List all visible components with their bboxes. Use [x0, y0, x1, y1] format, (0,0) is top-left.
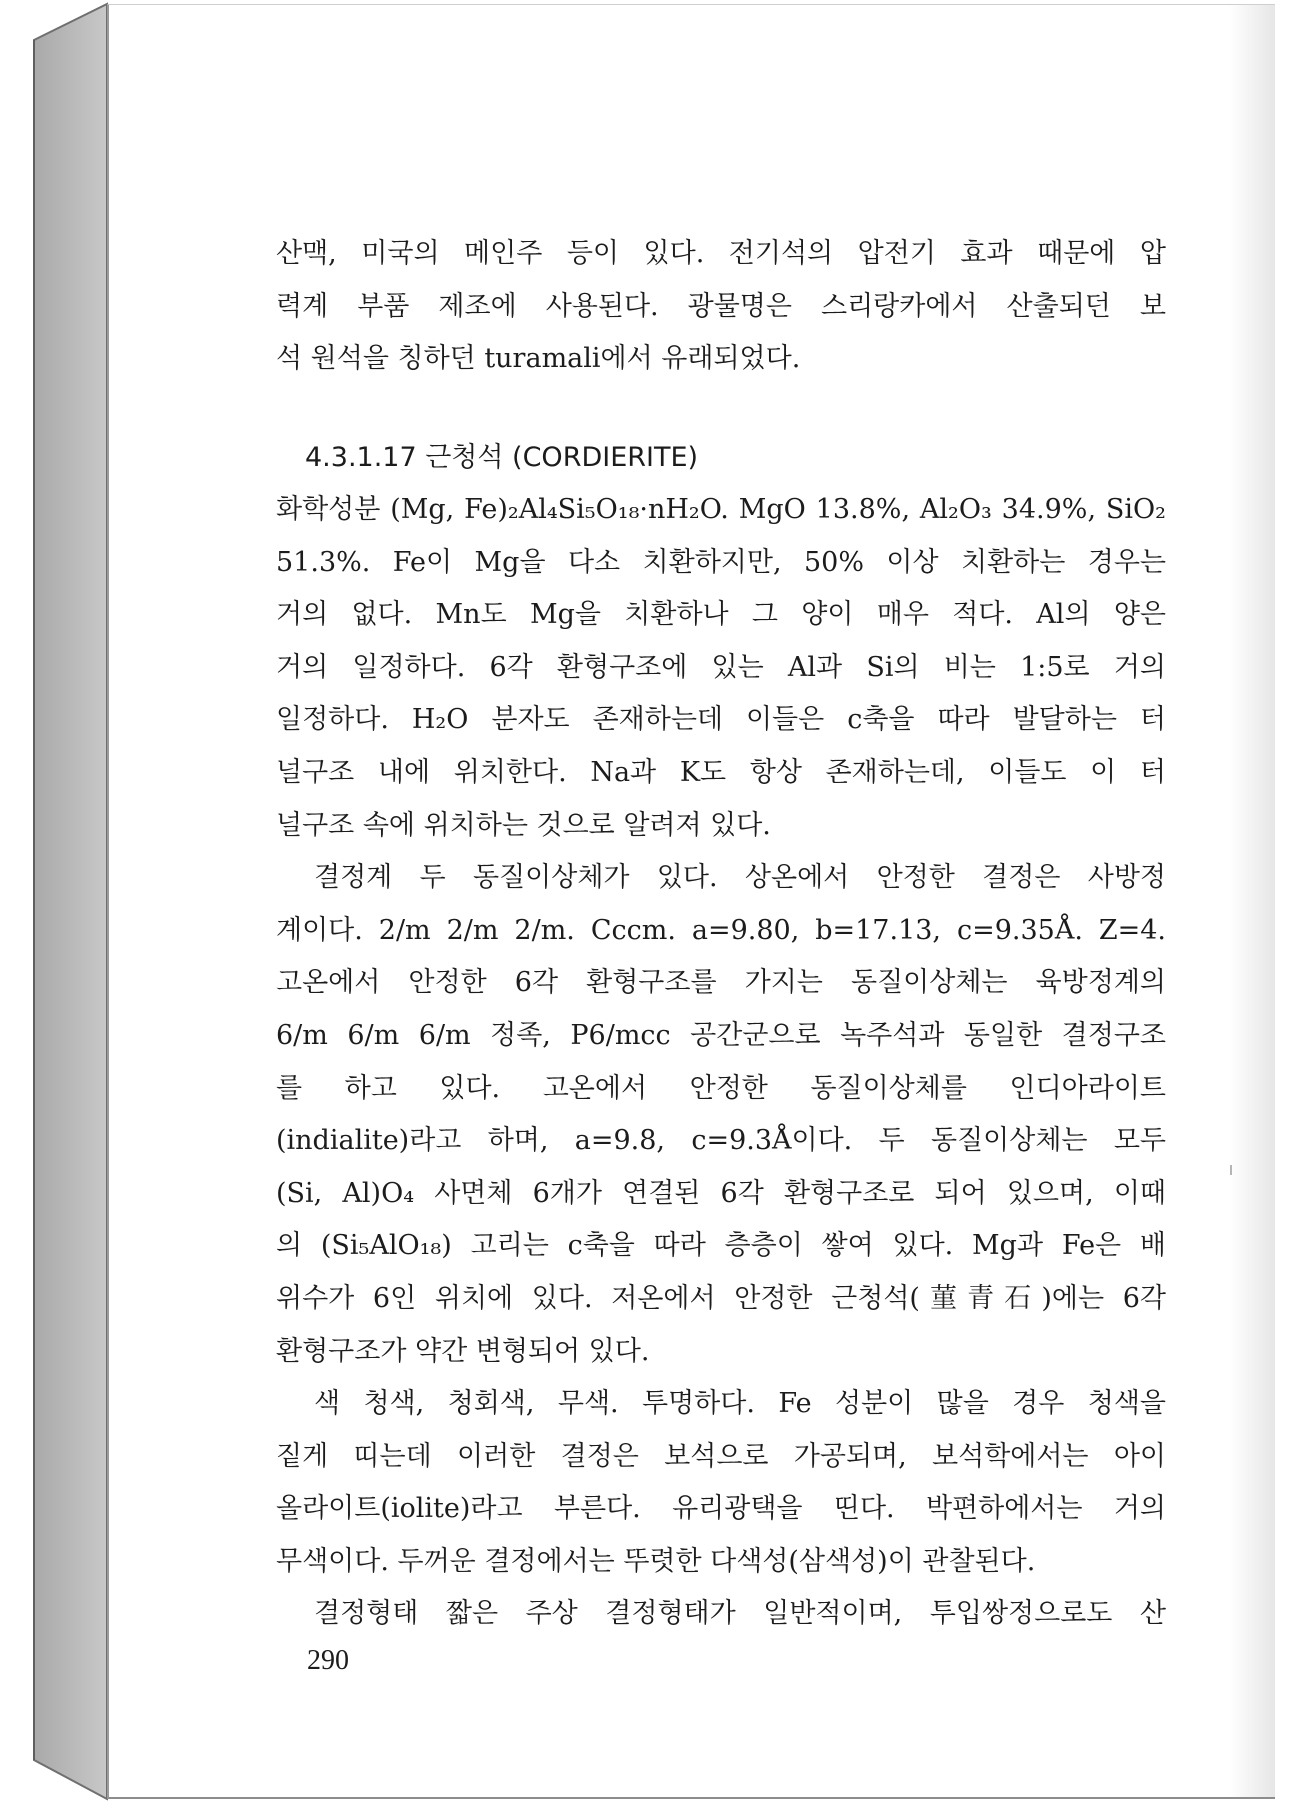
text-line: (indialite)라고 하며, a=9.8, c=9.3Å이다. 두 동질이상체는 모두: [276, 1125, 1166, 1157]
text-line: 일정하다. H₂O 분자도 존재하는데 이들은 c축을 따라 발달하는 터: [276, 704, 1166, 736]
text-line: 결정계 두 동질이상체가 있다. 상온에서 안정한 결정은 사방정: [314, 862, 1166, 894]
page-shadow: [1229, 5, 1275, 1797]
text-line: 거의 없다. Mn도 Mg을 치환하나 그 양이 매우 적다. Al의 양은: [276, 599, 1166, 631]
text-line: 무색이다. 두꺼운 결정에서는 뚜렷한 다색성(삼색성)이 관찰된다.: [276, 1545, 1036, 1577]
text-line: 6/m 6/m 6/m 정족, P6/mcc 공간군으로 녹주석과 동일한 결정구조: [276, 1019, 1166, 1051]
section-body: [276, 484, 1166, 1641]
section-heading: 4.3.1.17 근청석 (CORDIERITE): [305, 442, 699, 473]
text-line: 널구조 속에 위치하는 것으로 알려져 있다.: [276, 809, 771, 841]
text-line: 환형구조가 약간 변형되어 있다.: [276, 1335, 650, 1367]
text-line: 를 하고 있다. 고온에서 안정한 동질이상체를 인디아라이트: [276, 1072, 1166, 1104]
text-line: 력계 부품 제조에 사용된다. 광물명은 스리랑카에서 산출되던 보: [276, 290, 1166, 322]
paragraph-top: [276, 228, 1166, 386]
text-line: 51.3%. Fe이 Mg을 다소 치환하지만, 50% 이상 치환하는 경우는: [276, 546, 1166, 578]
text-line: 올라이트(iolite)라고 부른다. 유리광택을 띤다. 박편하에서는 거의: [276, 1493, 1166, 1525]
text-line: 고온에서 안정한 6각 환형구조를 가지는 동질이상체는 육방정계의: [276, 967, 1166, 999]
page-number: 290: [307, 1645, 349, 1676]
text-line: 석 원석을 칭하던 turamali에서 유래되었다.: [276, 343, 801, 375]
text-line: 계이다. 2/m 2/m 2/m. Cccm. a=9.80, b=17.13, c=9.35Å. Z=4.: [276, 914, 1166, 946]
text-line: 산맥, 미국의 메인주 등이 있다. 전기석의 압전기 효과 때문에 압: [276, 238, 1166, 269]
page-mark: [1230, 1165, 1232, 1175]
text-line: 널구조 내에 위치한다. Na과 K도 항상 존재하는데, 이들도 이 터: [276, 756, 1166, 788]
text-line: 색 청색, 청회색, 무색. 투명하다. Fe 성분이 많을 경우 청색을: [314, 1388, 1166, 1420]
text-line: 의 (Si₅AlO₁₈) 고리는 c축을 따라 층층이 쌓여 있다. Mg과 Fe은 배: [276, 1230, 1166, 1262]
text-line: (Si, Al)O₄ 사면체 6개가 연결된 6각 환형구조로 되어 있으며, 이때: [276, 1177, 1166, 1209]
text-line: 화학성분 (Mg, Fe)₂Al₄Si₅O₁₈·nH₂O. MgO 13.8%, Al₂O₃ 34.9%, SiO₂: [276, 494, 1166, 525]
text-line: 짙게 띠는데 이러한 결정은 보석으로 가공되며, 보석학에서는 아이: [276, 1440, 1166, 1472]
text-line: 결정형태 짧은 주상 결정형태가 일반적이며, 투입쌍정으로도 산: [314, 1598, 1166, 1630]
text-line: 거의 일정하다. 6각 환형구조에 있는 Al과 Si의 비는 1:5로 거의: [276, 651, 1166, 683]
text-line: 위수가 6인 위치에 있다. 저온에서 안정한 근청석(菫青石)에는 6각: [276, 1282, 1166, 1314]
